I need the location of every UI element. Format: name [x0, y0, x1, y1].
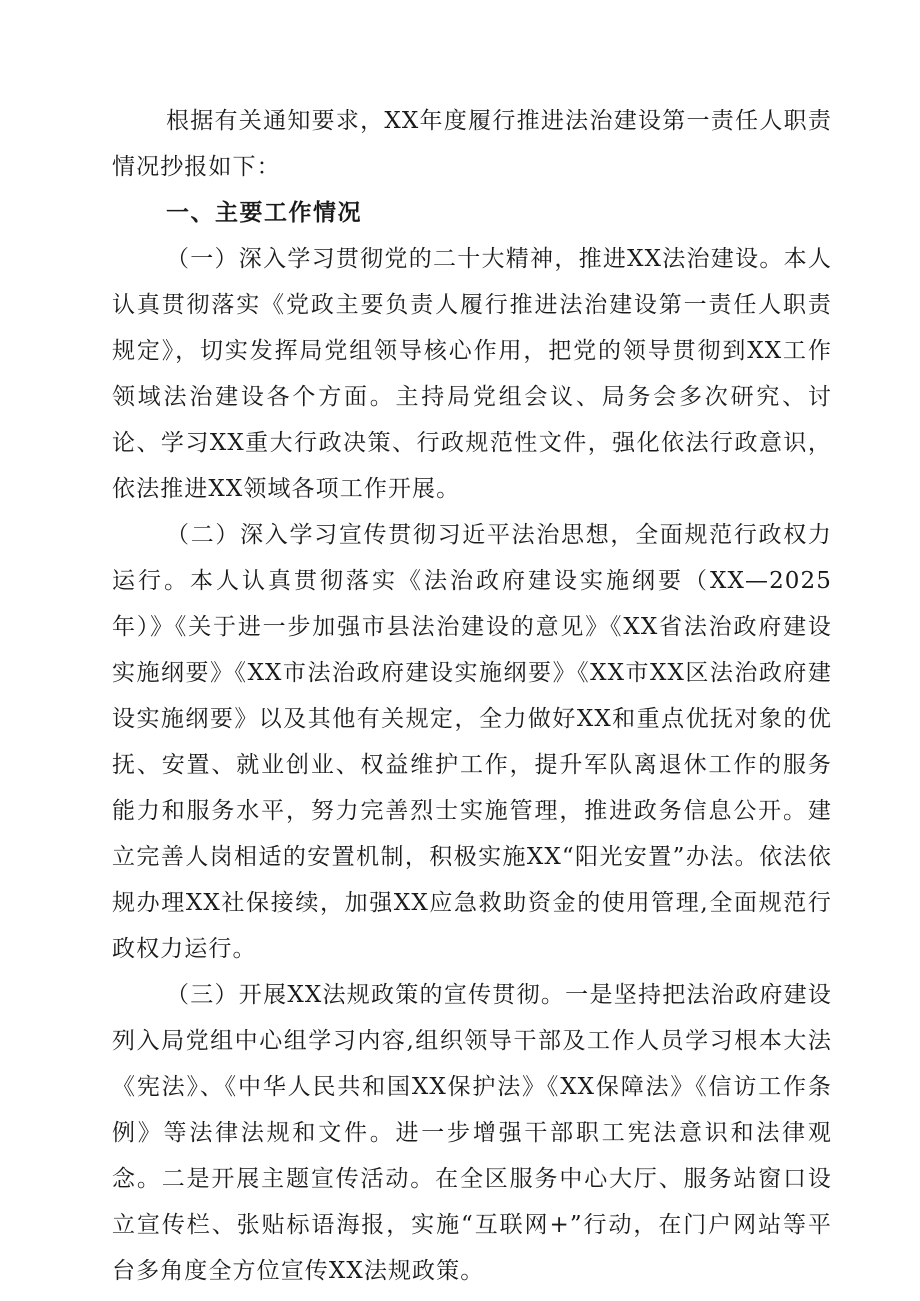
paragraph-2: （二）深入学习宣传贯彻习近平法治思想，全面规范行政权力运行。本人认真贯彻落实《法治政府建设实施纲要（XX—2025年）》《关于进一步加强市县法治建设的意见》《XX省法治政府建设实施纲要》《XX市法治政府建设实施纲要》《XX市XX区法治政府建设实施纲要》以及其他有关规定，全力做好XX和重点优抚对象的优抚、安置、就业创业、权益维护工作，提升军队离退休工作的服务能力和服务水平，努力完善烈士实施管理，推进政务信息公开。建立完善人岗相适的安置机制，积极实施XX“阳光安置”办法。依法依规办理XX社保接续，加强XX应急救助资金的使用管理,全面规范行政权力运行。	[112, 522, 832, 962]
paragraph-3: （三）开展XX法规政策的宣传贯彻。一是坚持把法治政府建设列入局党组中心组学习内容,组织领导干部及工作人员学习根本大法《宪法》、《中华人民共和国XX保护法》《XX保障法》《信访工作条例》等法律法规和文件。进一步增强干部职工宪法意识和法律观念。二是开展主题宣传活动。在全区服务中心大厅、服务站窗口设立宣传栏、张贴标语海报，实施“互联网+”行动，在门户网站等平台多角度全方位宣传XX法规政策。	[112, 982, 832, 1284]
intro-paragraph: 根据有关通知要求，XX年度履行推进法治建设第一责任人职责情况抄报如下：	[112, 108, 832, 180]
paragraph-1: （一）深入学习贯彻党的二十大精神，推进XX法治建设。本人认真贯彻落实《党政主要负责人履行推进法治建设第一责任人职责规定》，切实发挥局党组领导核心作用，把党的领导贯彻到XX工作领域法治建设各个方面。主持局党组会议、局务会多次研究、讨论、学习XX重大行政决策、行政规范性文件，强化依法行政意识，依法推进XX领域各项工作开展。	[112, 246, 832, 502]
section-heading: 一、主要工作情况	[166, 200, 362, 226]
document-body	[112, 98, 832, 1294]
